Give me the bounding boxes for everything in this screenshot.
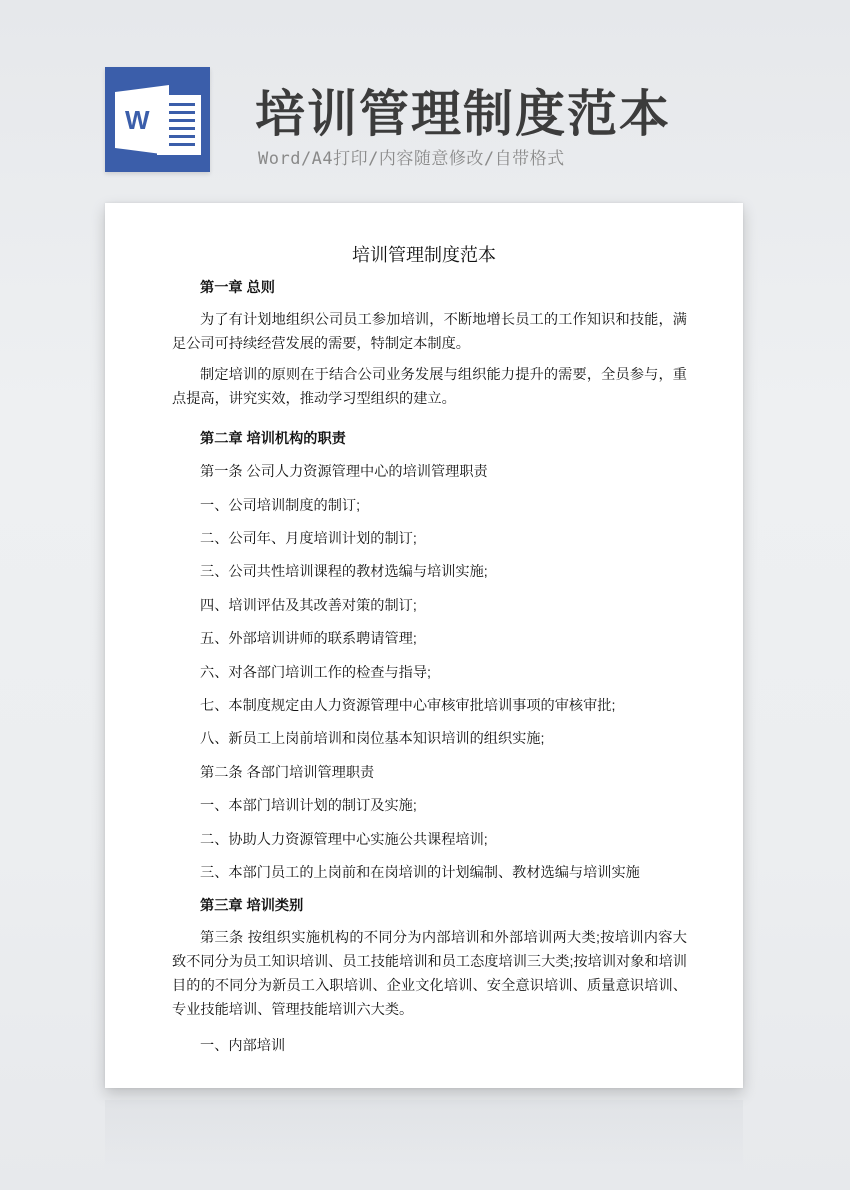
list-item: 四、培训评估及其改善对策的制订; — [200, 598, 417, 614]
banner-header — [0, 0, 850, 200]
list-item: 六、对各部门培训工作的检查与指导; — [200, 665, 431, 681]
article-1-title: 第一条 公司人力资源管理中心的培训管理职责 — [200, 464, 488, 480]
banner-title: 培训管理制度范本 — [255, 86, 671, 142]
document-page — [105, 203, 743, 1088]
chapter-1-heading: 第一章 总则 — [200, 280, 275, 296]
banner-subtitle: Word/A4打印/内容随意修改/自带格式 — [258, 149, 565, 169]
list-item: 二、公司年、月度培训计划的制订; — [200, 531, 417, 547]
chapter-2-heading: 第二章 培训机构的职责 — [200, 431, 346, 447]
list-item: 一、公司培训制度的制订; — [200, 498, 361, 514]
list-item: 七、本制度规定由人力资源管理中心审核审批培训事项的审核审批; — [200, 698, 616, 714]
list-item: 五、外部培训讲师的联系聘请管理; — [200, 631, 417, 647]
chapter-1-paragraph-1: 为了有计划地组织公司员工参加培训，不断地增长员工的工作知识和技能，满足公司可持续经营发展的需要，特制定本制度。 — [172, 312, 687, 352]
word-icon — [105, 67, 210, 172]
list-item: 八、新员工上岗前培训和岗位基本知识培训的组织实施; — [200, 731, 545, 747]
article-3-paragraph: 第三条 按组织实施机构的不同分为内部培训和外部培训两大类;按培训内容大致不同分为员工知识培训、员工技能培训和员工态度培训三大类;按培训对象和培训目的的不同分为新员工入职培训、企业文化培训、安全意识培训、质量意识培训、专业技能培训、管理技能培训六大类。 — [172, 930, 687, 1018]
list-item: 一、本部门培训计划的制订及实施; — [200, 798, 417, 814]
list-item: 三、本部门员工的上岗前和在岗培训的计划编制、教材选编与培训实施 — [200, 865, 640, 881]
word-letter: W — [125, 105, 150, 135]
list-item: 三、公司共性培训课程的教材选编与培训实施; — [200, 564, 488, 580]
chapter-3-heading: 第三章 培训类别 — [200, 898, 304, 914]
page-reflection — [105, 1100, 743, 1170]
subsection-internal-training: 一、内部培训 — [200, 1038, 286, 1054]
article-2-title: 第二条 各部门培训管理职责 — [200, 765, 375, 781]
list-item: 二、协助人力资源管理中心实施公共课程培训; — [200, 832, 488, 848]
chapter-1-paragraph-2: 制定培训的原则在于结合公司业务发展与组织能力提升的需要，全员参与，重点提高，讲究实效，推动学习型组织的建立。 — [172, 367, 687, 407]
document-title: 培训管理制度范本 — [352, 245, 496, 265]
